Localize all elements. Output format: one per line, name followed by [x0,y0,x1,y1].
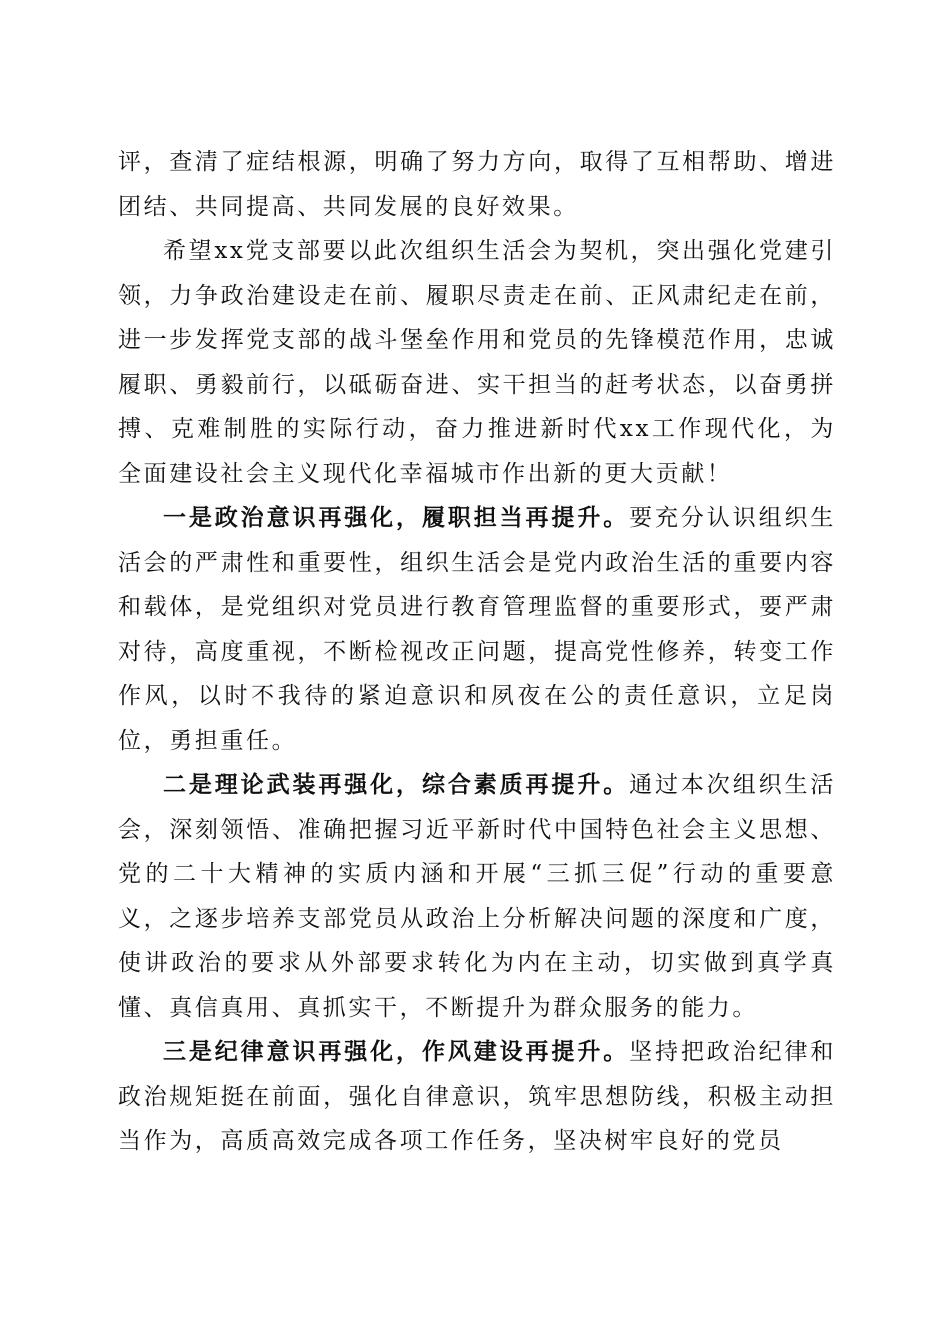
paragraph-point-1 [118,496,836,763]
paragraph-text: 坚持把政治纪律和政治规矩挺在前面，强化自律意识，筑牢思想防线，积极主动担当作为，高质高效完成各项工作任务，坚决树牢良好的党员 [118,1039,836,1154]
paragraph-text: 评，查清了症结根源，明确了努力方向，取得了互相帮助、增进团结、共同提高、共同发展的良好效果。 [118,149,836,220]
paragraph-text: 通过本次组织生活会，深刻领悟、准确把握习近平新时代中国特色社会主义思想、党的二十大精神的实质内涵和开展“三抓三促”行动的重要意义，之逐步培养支部党员从政治上分析解决问题的深度和广度，使讲政治的要求从外部要求转化为内在主动，切实做到真学真懂、真信真用、真抓实干，不断提升为群众服务的能力。 [118,772,836,1021]
document-body [118,140,836,1164]
paragraph-point-2 [118,763,836,1030]
paragraph-lead-heading: 二是理论武装再强化，综合素质再提升。 [163,771,630,798]
paragraph-continuation [118,140,836,229]
paragraph-text: 希望xx党支部要以此次组织生活会为契机，突出强化党建引领，力争政治建设走在前、履职尽责走在前、正风肃纪走在前，进一步发挥党支部的战斗堡垒作用和党员的先锋模范作用，忠诚履职、勇毅前行，以砥砺奋进、实干担当的赶考状态，以奋勇拼搏、克难制胜的实际行动，奋力推进新时代xx工作现代化，为全面建设社会主义现代化幸福城市作出新的更大贡献！ [118,238,836,487]
paragraph-hope [118,229,836,496]
paragraph-text: 要充分认识组织生活会的严肃性和重要性，组织生活会是党内政治生活的重要内容和载体，是党组织对党员进行教育管理监督的重要形式，要严肃对待，高度重视，不断检视改正问题，提高党性修养，转变工作作风，以时不我待的紧迫意识和夙夜在公的责任意识，立足岗位，勇担重任。 [118,505,836,754]
paragraph-lead-heading: 三是纪律意识再强化，作风建设再提升。 [163,1038,630,1065]
paragraph-lead-heading: 一是政治意识再强化，履职担当再提升。 [163,504,630,531]
paragraph-point-3 [118,1030,836,1164]
